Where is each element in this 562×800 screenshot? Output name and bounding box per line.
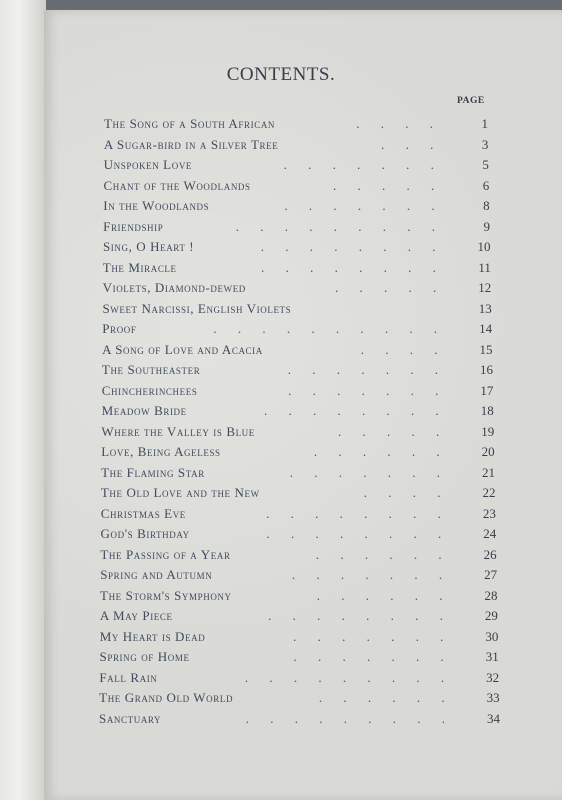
toc-entry-page: 26 xyxy=(483,546,497,562)
toc-leader-dots: . . . . . xyxy=(337,423,449,439)
toc-entry-page: 18 xyxy=(480,403,494,419)
toc-entry xyxy=(100,629,499,649)
toc-entry-page: 11 xyxy=(478,259,491,275)
toc-leader-dots: . . . . . . . xyxy=(293,628,453,644)
toc-entry-page: 6 xyxy=(482,177,490,193)
toc-entry xyxy=(100,567,497,587)
toc-entry-page: 32 xyxy=(486,669,500,685)
toc-entry-title: Fall Rain xyxy=(99,669,158,685)
toc-entry-title: The Passing of a Year xyxy=(100,546,231,562)
toc-entry-page: 23 xyxy=(482,505,496,521)
toc-leader-dots: . . . . . . . . . . xyxy=(213,321,447,337)
toc-entry xyxy=(103,219,490,239)
toc-leader-dots: . . . . . . xyxy=(315,546,451,562)
toc-entry-page: 16 xyxy=(479,362,493,378)
toc-entry-page: 5 xyxy=(482,157,489,173)
toc-leader-dots: . . . . . . . . xyxy=(266,526,451,542)
toc-entry-title: Spring and Autumn xyxy=(100,567,213,583)
toc-entry xyxy=(103,178,489,198)
page-title: CONTENTS. xyxy=(226,64,336,85)
toc-leader-dots: . . . . . . . xyxy=(293,649,453,665)
toc-entry xyxy=(102,301,491,321)
toc-entry xyxy=(103,198,489,218)
toc-leader-dots: . . . . . . . . xyxy=(260,239,445,255)
toc-entry-title: Chant of the Woodlands xyxy=(103,177,251,193)
toc-entry-title: Love, Being Ageless xyxy=(101,444,221,460)
toc-entry-title: In the Woodlands xyxy=(103,198,210,214)
toc-entry xyxy=(101,506,496,526)
toc-entry xyxy=(104,137,489,157)
toc-entry-page: 31 xyxy=(485,649,499,665)
toc-entry-title: Spring of Home xyxy=(99,649,190,665)
toc-leader-dots: . . . . . . xyxy=(313,444,449,460)
toc-leader-dots: . . . . . . . . . xyxy=(244,669,454,685)
toc-entry-title: Chincherinchees xyxy=(101,382,198,398)
toc-leader-dots: . . . . . xyxy=(332,177,444,193)
toc-entry xyxy=(101,526,497,546)
toc-entry-title: Sing, O Heart ! xyxy=(102,239,195,255)
toc-entry-title: The Miracle xyxy=(102,259,177,275)
toc-entry-page: 27 xyxy=(484,567,498,583)
toc-leader-dots: . . . . . . . xyxy=(287,362,447,378)
toc-entry-page: 28 xyxy=(484,587,498,603)
toc-entry xyxy=(102,383,494,403)
toc-leader-dots: . . . . . . . xyxy=(283,157,443,173)
toc-entry xyxy=(103,280,492,300)
toc-entry-page: 13 xyxy=(478,300,492,316)
toc-entry xyxy=(103,239,491,259)
toc-entry-title: The Grand Old World xyxy=(99,690,234,706)
toc-entry-title: Unspoken Love xyxy=(103,157,193,173)
toc-entry xyxy=(100,649,499,669)
toc-entry-title: Christmas Eve xyxy=(100,505,186,521)
toc-leader-dots: . . . . . . . . xyxy=(268,608,452,624)
toc-entry xyxy=(100,588,497,608)
toc-entry-page: 30 xyxy=(485,628,499,644)
toc-leader-dots: . . . . . . . xyxy=(289,464,450,480)
toc-entry xyxy=(99,690,499,710)
toc-entry-page: 19 xyxy=(481,423,495,439)
toc-entry xyxy=(102,321,492,341)
toc-entry-page: 24 xyxy=(483,526,497,542)
toc-leader-dots: . . . . . . . xyxy=(284,198,444,214)
toc-entry-page: 14 xyxy=(479,321,493,337)
toc-entry-title: My Heart is Dead xyxy=(99,628,206,644)
toc-leader-dots: . . . . . . . xyxy=(288,382,448,398)
toc-entry xyxy=(102,342,492,362)
toc-entry-page: 33 xyxy=(486,690,500,706)
toc-leader-dots: . . . . . . . . xyxy=(266,505,450,521)
toc-entry xyxy=(101,465,495,485)
toc-entry-title: The Old Love and the New xyxy=(100,485,260,501)
toc-entry xyxy=(99,711,500,731)
toc-entry-page: 21 xyxy=(482,464,496,480)
toc-entry-page: 17 xyxy=(480,382,494,398)
toc-entry-page: 12 xyxy=(478,280,492,296)
toc-leader-dots: . . . . . . . xyxy=(291,567,452,583)
toc-entry xyxy=(103,260,491,280)
toc-entry-page: 3 xyxy=(481,136,489,152)
toc-leader-dots: . . . . . . xyxy=(316,587,452,603)
toc-entry-page: 1 xyxy=(481,116,488,131)
toc-entry xyxy=(101,485,496,505)
toc-leader-dots: . . . . . . . . xyxy=(261,259,445,275)
toc-entry xyxy=(102,403,494,423)
toc-leader-dots: . . . . . xyxy=(335,280,446,296)
toc-entry xyxy=(100,608,498,628)
toc-entry xyxy=(101,444,494,464)
toc-entry xyxy=(102,362,493,382)
toc-entry-page: 29 xyxy=(484,608,498,624)
toc-entry-title: The Song of a South African xyxy=(104,116,276,131)
toc-entry-title: Where the Valley is Blue xyxy=(101,423,255,439)
toc-entry xyxy=(101,424,494,444)
toc-entry-page: 8 xyxy=(483,198,490,214)
toc-leader-dots: . . . . xyxy=(363,485,450,501)
toc-entry-title: Proof xyxy=(102,321,137,337)
toc-entry-title: A Song of Love and Acacia xyxy=(102,341,263,357)
book-spine xyxy=(0,0,46,800)
toc-entry-title: Sweet Narcissi, English Violets xyxy=(102,300,292,316)
toc-entry-title: The Storm's Symphony xyxy=(100,587,232,603)
toc-entry xyxy=(99,670,499,690)
toc-entry-title: Friendship xyxy=(103,218,164,234)
toc-leader-dots: . . . . . . xyxy=(318,690,454,706)
toc-entry-title: Sanctuary xyxy=(99,711,162,726)
toc-entry-page: 10 xyxy=(477,239,491,255)
toc-entry-page: 20 xyxy=(481,444,495,460)
toc-entry-title: Meadow Bride xyxy=(101,403,187,419)
toc-entry-page: 34 xyxy=(487,711,500,726)
toc-entry xyxy=(104,157,489,177)
toc-leader-dots: . . . . xyxy=(356,116,442,131)
toc-entry-page: 22 xyxy=(482,485,496,501)
toc-entry-title: The Southeaster xyxy=(101,362,201,378)
toc-leader-dots: . . . . . . . . . xyxy=(235,218,445,234)
toc-leader-dots: . . . . xyxy=(360,341,447,357)
toc-entry-title: A May Piece xyxy=(99,608,173,624)
toc-entry-title: A Sugar-bird in a Silver Tree xyxy=(103,136,279,152)
toc-entry-title: The Flaming Star xyxy=(101,464,205,480)
toc-leader-dots: . . . . . . . . . xyxy=(245,711,454,726)
toc-entry-title: Violets, Diamond-dewed xyxy=(102,280,246,296)
toc-entry xyxy=(100,547,496,567)
toc-entry-page: 15 xyxy=(479,341,493,357)
toc-entry-page: 9 xyxy=(483,218,491,234)
toc-leader-dots: . . . . . . . . xyxy=(264,403,448,419)
toc-entry xyxy=(104,116,488,136)
toc-leader-dots: . . . xyxy=(381,136,443,152)
page-column-label: PAGE xyxy=(457,96,485,106)
toc-entry-title: God's Birthday xyxy=(100,526,190,542)
